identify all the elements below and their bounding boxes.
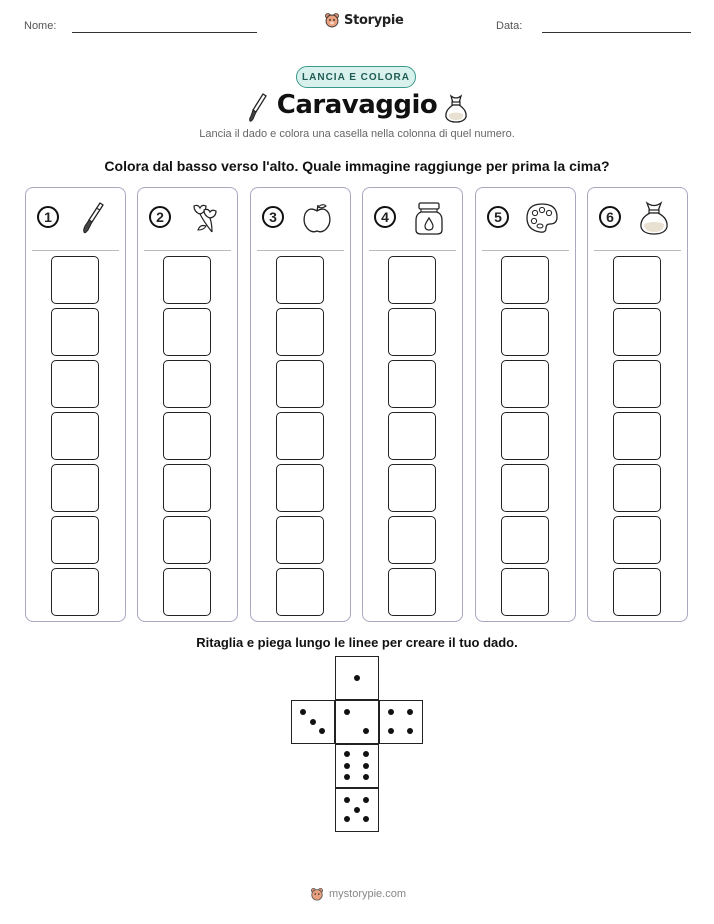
column-4 bbox=[362, 187, 463, 622]
bear-logo-icon bbox=[310, 887, 324, 901]
color-box[interactable] bbox=[613, 464, 661, 512]
die-pip bbox=[344, 816, 350, 822]
color-box[interactable] bbox=[388, 256, 436, 304]
color-box[interactable] bbox=[163, 516, 211, 564]
color-box[interactable] bbox=[613, 308, 661, 356]
pouch-icon bbox=[442, 92, 470, 124]
bear-logo-icon bbox=[324, 12, 340, 28]
die-pip bbox=[363, 763, 369, 769]
die-face-2 bbox=[335, 700, 379, 744]
color-box[interactable] bbox=[276, 516, 324, 564]
die-face-1 bbox=[335, 656, 379, 700]
column-number: 4 bbox=[374, 206, 396, 228]
color-box[interactable] bbox=[276, 360, 324, 408]
die-pip bbox=[310, 719, 316, 725]
color-box[interactable] bbox=[276, 464, 324, 512]
column-2 bbox=[137, 187, 238, 622]
die-pip bbox=[319, 728, 325, 734]
apple-icon bbox=[299, 200, 335, 236]
column-number: 3 bbox=[262, 206, 284, 228]
column-divider bbox=[257, 250, 344, 251]
column-divider bbox=[369, 250, 456, 251]
color-box[interactable] bbox=[163, 360, 211, 408]
color-box[interactable] bbox=[51, 516, 99, 564]
color-box[interactable] bbox=[276, 256, 324, 304]
color-box[interactable] bbox=[51, 256, 99, 304]
color-box[interactable] bbox=[613, 256, 661, 304]
column-number: 2 bbox=[149, 206, 171, 228]
color-box[interactable] bbox=[613, 568, 661, 616]
die-pip bbox=[407, 709, 413, 715]
die-pip bbox=[344, 797, 350, 803]
column-5 bbox=[475, 187, 576, 622]
die-pip bbox=[344, 763, 350, 769]
die-face-5 bbox=[335, 788, 379, 832]
footer-url: mystorypie.com bbox=[329, 888, 407, 900]
die-pip bbox=[344, 751, 350, 757]
flower-icon bbox=[186, 200, 222, 236]
name-line[interactable] bbox=[72, 32, 257, 33]
name-label: Nome: bbox=[24, 20, 57, 32]
color-box[interactable] bbox=[163, 308, 211, 356]
color-box[interactable] bbox=[276, 308, 324, 356]
color-box[interactable] bbox=[613, 516, 661, 564]
pouch-icon bbox=[636, 200, 672, 236]
color-box[interactable] bbox=[388, 412, 436, 460]
color-box[interactable] bbox=[163, 256, 211, 304]
die-pip bbox=[407, 728, 413, 734]
storypie-logo bbox=[324, 12, 404, 28]
color-box[interactable] bbox=[163, 568, 211, 616]
color-box[interactable] bbox=[51, 412, 99, 460]
cut-instruction: Ritaglia e piega lungo le linee per creare il tuo dado. bbox=[196, 635, 518, 650]
column-3 bbox=[250, 187, 351, 622]
die-pip bbox=[388, 709, 394, 715]
die-face-4 bbox=[379, 700, 423, 744]
color-box[interactable] bbox=[501, 360, 549, 408]
column-number: 1 bbox=[37, 206, 59, 228]
color-box[interactable] bbox=[51, 360, 99, 408]
game-instruction: Colora dal basso verso l'alto. Quale immagine raggiunge per prima la cima? bbox=[104, 158, 610, 174]
die-pip bbox=[344, 709, 350, 715]
color-box[interactable] bbox=[276, 568, 324, 616]
color-box[interactable] bbox=[501, 516, 549, 564]
color-box[interactable] bbox=[388, 568, 436, 616]
column-number: 6 bbox=[599, 206, 621, 228]
color-box[interactable] bbox=[276, 412, 324, 460]
color-box[interactable] bbox=[388, 308, 436, 356]
die-pip bbox=[363, 751, 369, 757]
color-box[interactable] bbox=[51, 308, 99, 356]
subtitle: Lancia il dado e colora una casella nella colonna di quel numero. bbox=[199, 128, 515, 140]
column-1 bbox=[25, 187, 126, 622]
paintbrush-icon bbox=[74, 200, 110, 236]
color-box[interactable] bbox=[501, 464, 549, 512]
die-face-3 bbox=[291, 700, 335, 744]
die-face-6 bbox=[335, 744, 379, 788]
color-box[interactable] bbox=[501, 412, 549, 460]
color-box[interactable] bbox=[388, 516, 436, 564]
column-divider bbox=[144, 250, 231, 251]
color-box[interactable] bbox=[163, 464, 211, 512]
color-box[interactable] bbox=[501, 256, 549, 304]
date-line[interactable] bbox=[542, 32, 691, 33]
die-pip bbox=[363, 816, 369, 822]
column-divider bbox=[32, 250, 119, 251]
jar-icon bbox=[411, 200, 447, 236]
color-box[interactable] bbox=[613, 412, 661, 460]
color-box[interactable] bbox=[163, 412, 211, 460]
column-divider bbox=[482, 250, 569, 251]
die-pip bbox=[363, 728, 369, 734]
die-pip bbox=[363, 774, 369, 780]
die-pip bbox=[388, 728, 394, 734]
page-title: Caravaggio bbox=[276, 90, 438, 120]
die-pip bbox=[344, 774, 350, 780]
column-divider bbox=[594, 250, 681, 251]
footer bbox=[310, 887, 406, 901]
activity-badge: LANCIA E COLORA bbox=[296, 66, 416, 88]
color-box[interactable] bbox=[388, 464, 436, 512]
die-pip bbox=[363, 797, 369, 803]
date-label: Data: bbox=[496, 20, 523, 32]
die-pip bbox=[300, 709, 306, 715]
die-pip bbox=[354, 807, 360, 813]
column-6 bbox=[587, 187, 688, 622]
logo-text: Storypie bbox=[344, 12, 404, 28]
color-box[interactable] bbox=[501, 308, 549, 356]
die-pip bbox=[354, 675, 360, 681]
palette-icon bbox=[524, 200, 560, 236]
column-number: 5 bbox=[487, 206, 509, 228]
color-box[interactable] bbox=[51, 464, 99, 512]
color-box[interactable] bbox=[51, 568, 99, 616]
color-box[interactable] bbox=[388, 360, 436, 408]
color-box[interactable] bbox=[613, 360, 661, 408]
color-box[interactable] bbox=[501, 568, 549, 616]
